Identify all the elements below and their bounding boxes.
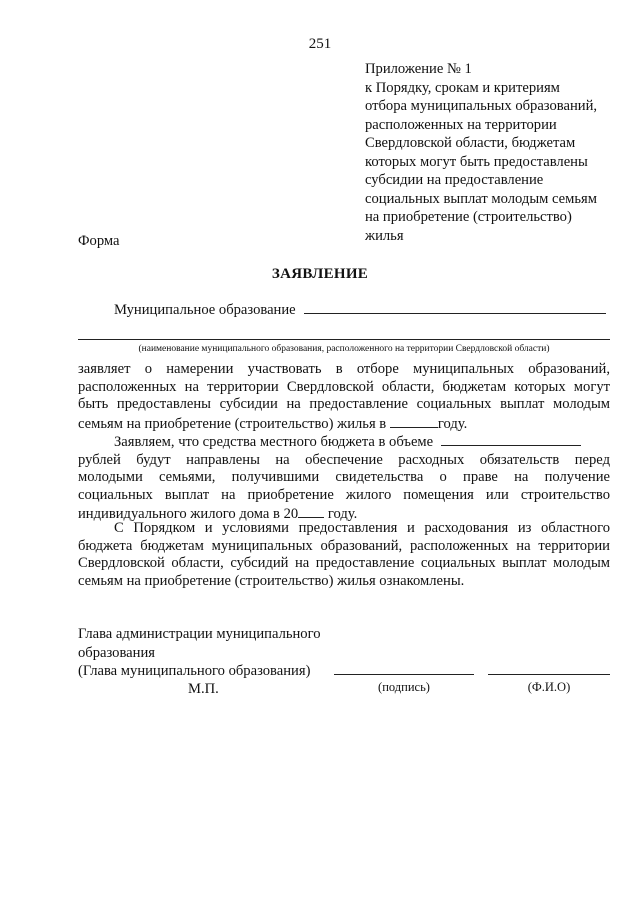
appendix-line: расположенных на территории: [365, 116, 557, 133]
text-line: заявляет о намерении участвовать в отборе муниципальных образований,: [78, 361, 610, 377]
appendix-line: к Порядку, срокам и критериям: [365, 79, 560, 96]
text-line: [78, 414, 610, 434]
appendix-line: на приобретение (строительство): [365, 209, 572, 225]
signature-field[interactable]: [334, 674, 474, 675]
text-line: С Порядком и условиями предоставления и расходования из областного: [114, 520, 610, 536]
text-line: [78, 432, 610, 452]
municipality-caption: (наименование муниципального образования, расположенного на территории Свердловской области): [138, 344, 550, 354]
signatory-line: (Глава муниципального образования): [78, 663, 311, 679]
text-fragment: году.: [324, 506, 358, 523]
text-fragment: году.: [437, 415, 468, 432]
signature-block: [78, 625, 321, 681]
full-name-field[interactable]: [488, 674, 610, 675]
text-line: Свердловской области, субсидий на предоставление социальных выплат молодым: [78, 555, 610, 572]
appendix-line: субсидии на предоставление: [365, 172, 544, 188]
paragraph-budget: [78, 432, 610, 524]
document-title: ЗАЯВЛЕНИЕ: [271, 266, 369, 282]
appendix-line: жилья: [365, 227, 404, 244]
text-line: расположенных на территории Свердловской области, бюджетам которых могут: [78, 378, 610, 395]
signatory-line: образования: [78, 644, 155, 661]
text-line: рублей будут направлены на обеспечение расходных обязательств перед: [78, 451, 610, 468]
stamp-label: М.П.: [188, 681, 219, 697]
text-fragment: индивидуального жилого дома в 20: [78, 506, 299, 523]
municipality-name-field-line2[interactable]: [78, 339, 610, 340]
text-line: бюджета бюджетам муниципальных образований, расположенных на территории: [78, 537, 610, 554]
appendix-line: Свердловской области, бюджетам: [365, 135, 576, 151]
appendix-line: Приложение № 1: [365, 61, 472, 77]
municipality-name-field[interactable]: [304, 313, 606, 314]
appendix-line: которых могут быть предоставлены: [365, 153, 588, 170]
year-suffix-blank-field[interactable]: [298, 504, 324, 518]
form-label: Форма: [78, 233, 120, 249]
text-line: молодыми семьями, получившими свидетельства о праве на получение: [78, 469, 610, 486]
page-number: 251: [308, 36, 332, 52]
text-line: семьям на приобретение (строительство) жилья ознакомлены.: [78, 572, 465, 589]
text-line: социальных выплат на приобретение жилого помещения или строительство: [78, 486, 610, 503]
signatory-line: Глава администрации муниципального: [78, 626, 321, 642]
full-name-caption: (Ф.И.О): [527, 680, 571, 694]
amount-blank-field[interactable]: [441, 432, 581, 446]
signature-caption: (подпись): [378, 680, 430, 694]
year-blank-field[interactable]: [390, 414, 438, 428]
appendix-header: [365, 60, 625, 245]
appendix-line: отбора муниципальных образований,: [365, 98, 598, 114]
appendix-line: социальных выплат молодым семьям: [365, 190, 597, 207]
municipality-label: Муниципальное образование: [114, 302, 296, 318]
paragraph-intent: [78, 361, 610, 433]
paragraph-acknowledgement: [78, 520, 610, 590]
text-fragment: семьям на приобретение (строительство) жилья в: [78, 415, 390, 432]
text-line: быть предоставлены субсидии на предоставление социальных выплат молодым: [78, 396, 610, 413]
text-fragment: Заявляем, что средства местного бюджета в объеме: [114, 434, 434, 450]
